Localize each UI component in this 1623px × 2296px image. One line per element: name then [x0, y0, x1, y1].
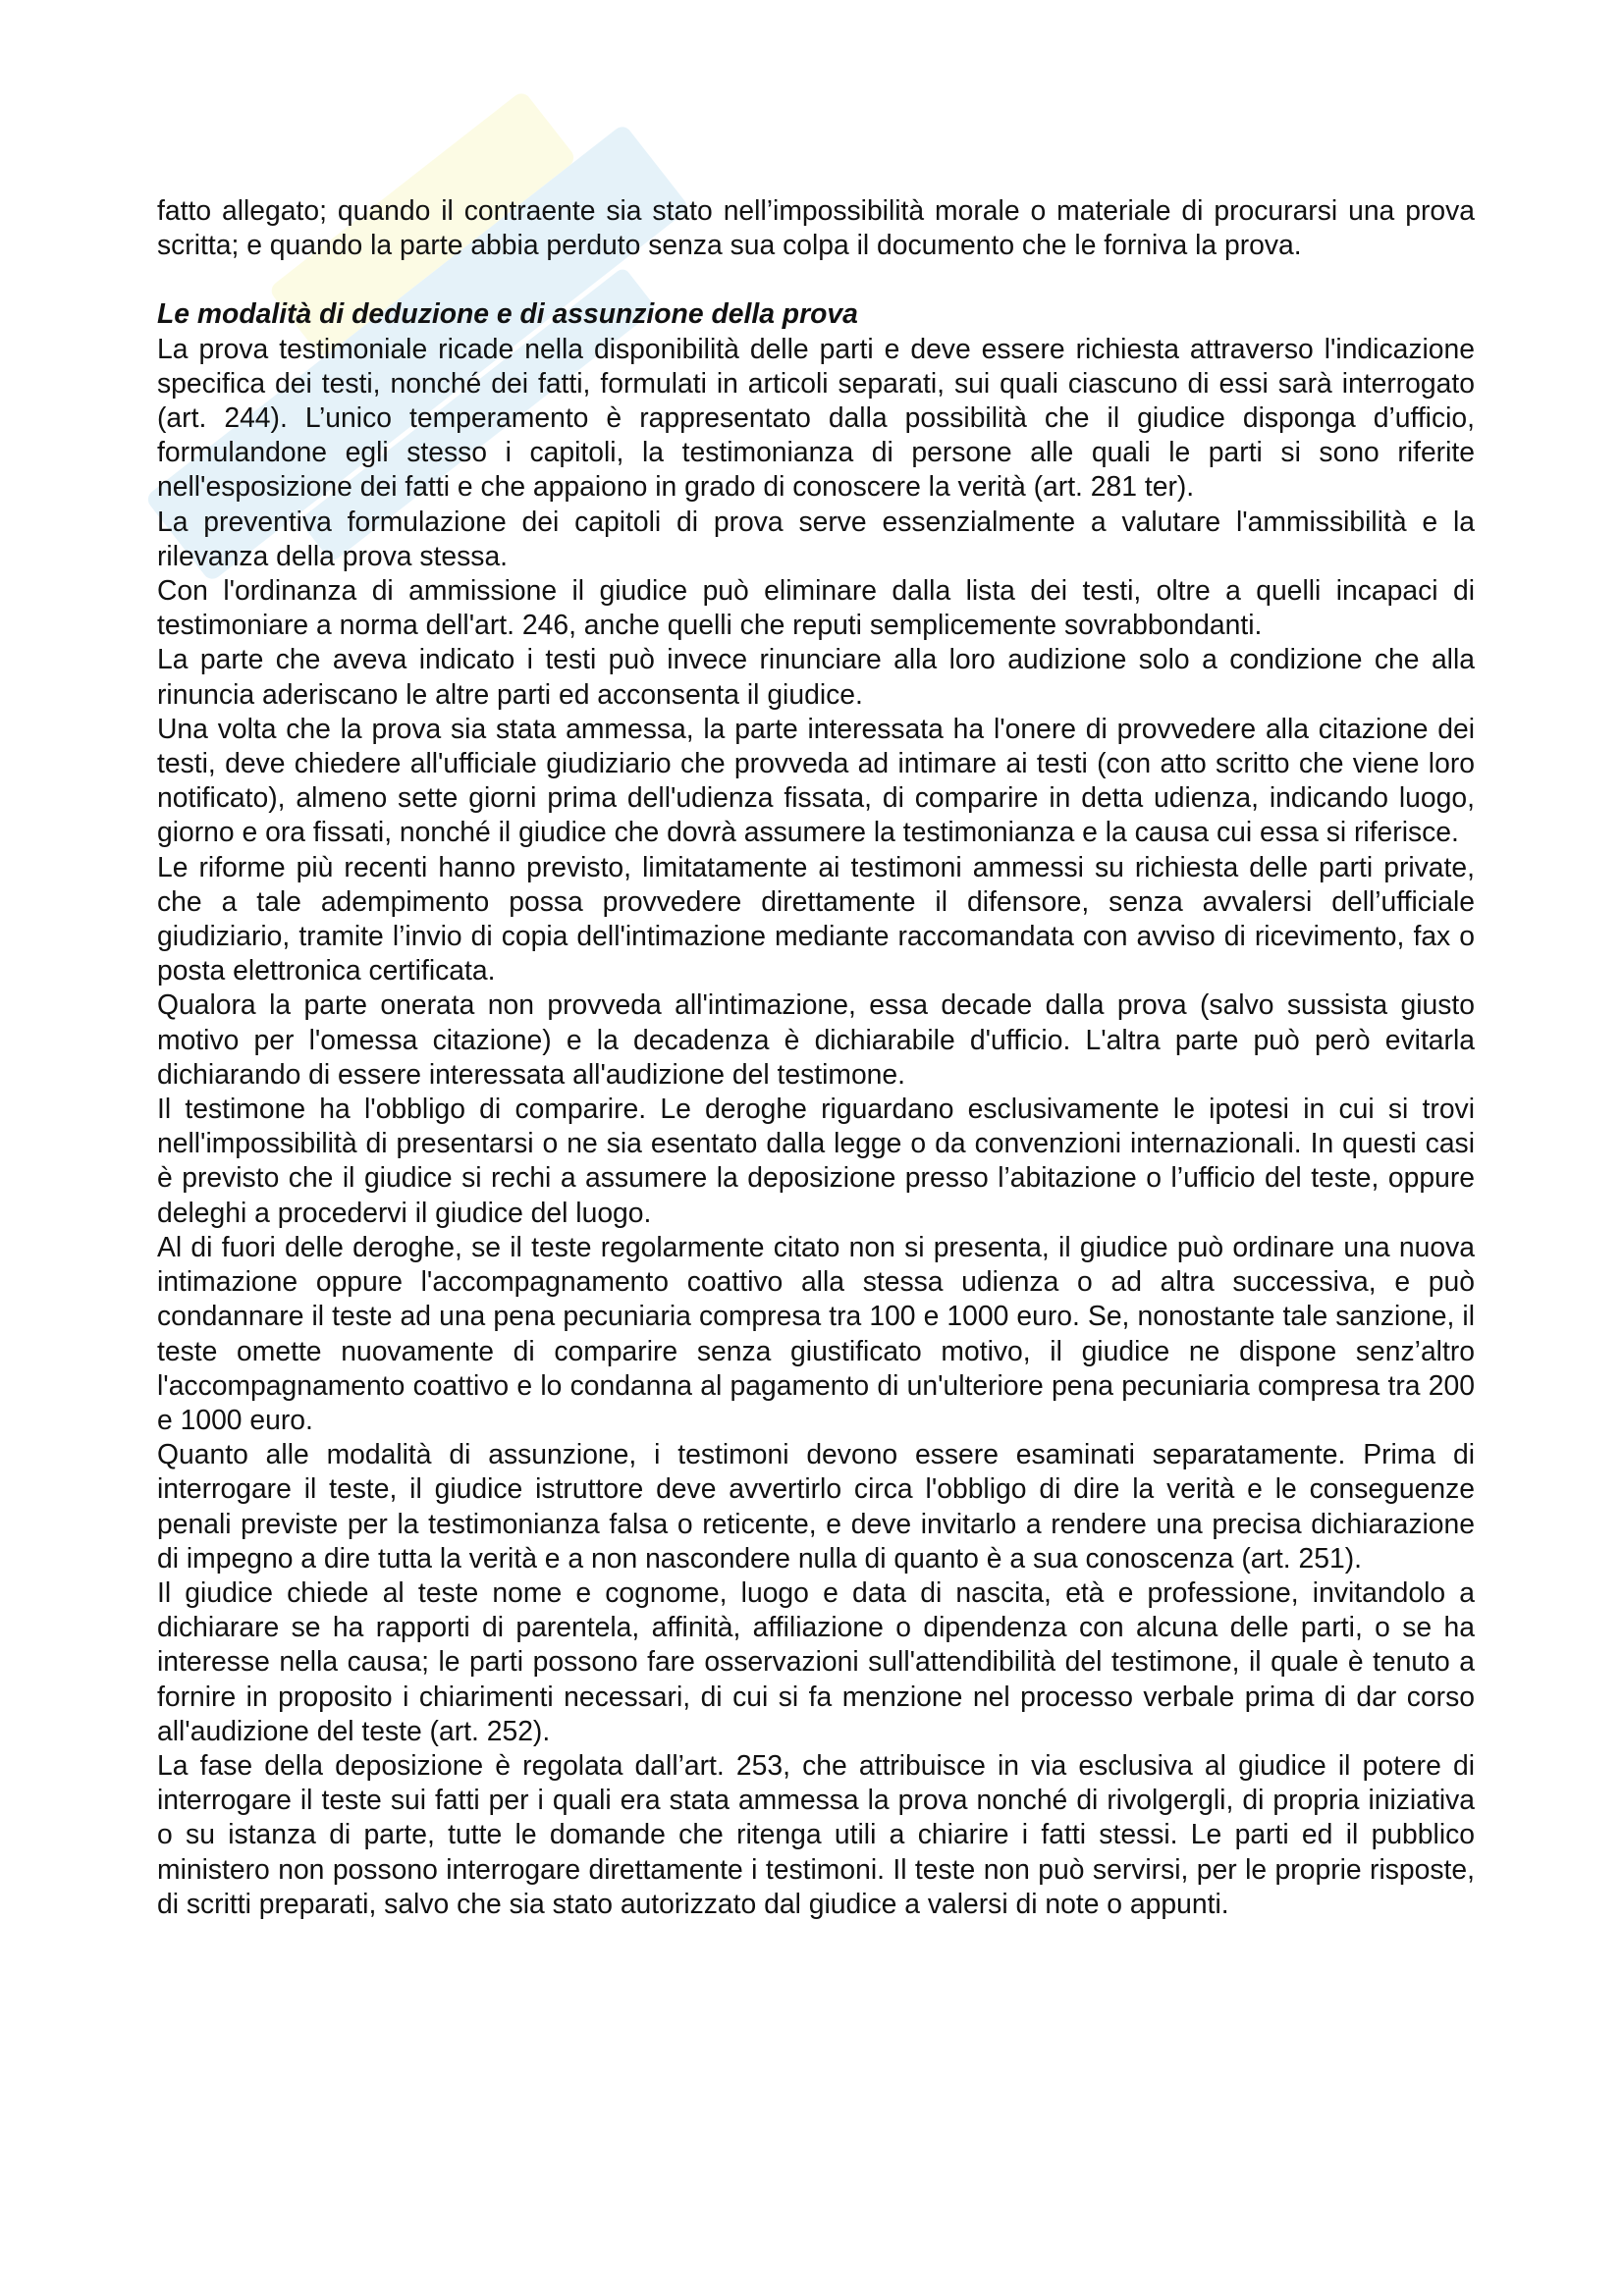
body-paragraph: Le riforme più recenti hanno previsto, limitatamente ai testimoni ammessi su richiesta delle parti private, che a tale adempimento possa provvedere direttamente il difensore, senza avvalersi dell’ufficiale giudiziario, tramite l’invio di copia dell'intimazione mediante raccomandata con avviso di ricevimento, fax o posta elettronica certificata.: [157, 850, 1475, 987]
section-heading: Le modalità di deduzione e di assunzione della prova: [157, 297, 858, 330]
body-paragraph: La fase della deposizione è regolata dall’art. 253, che attribuisce in via esclusiva al giudice il potere di interrogare il teste sui fatti per i quali era stata ammessa la prova nonché di rivolgergli, di propria iniziativa o su istanza di parte, tutte le domande che ritenga utili a chiarire i fatti stessi. Le parti ed il pubblico ministero non possono interrogare direttamente i testimoni. Il teste non può servirsi, per le proprie risposte, di scritti preparati, salvo che sia stato autorizzato dal giudice a valersi di note o appunti.: [157, 1748, 1475, 1919]
body-paragraph: La parte che aveva indicato i testi può invece rinunciare alla loro audizione solo a condizione che alla rinuncia aderiscano le altre parti ed acconsenta il giudice.: [157, 643, 1475, 710]
intro-paragraph: fatto allegato; quando il contraente sia stato nell’impossibilità morale o materiale di procurarsi una prova scritta; e quando la parte abbia perduto senza sua colpa il documento che le forniva la prova.: [157, 194, 1475, 261]
body-paragraph: Il giudice chiede al teste nome e cognome, luogo e data di nascita, età e professione, invitandolo a dichiarare se ha rapporti di parentela, affinità, affiliazione o dipendenza con alcuna delle parti, o se ha interesse nella causa; le parti possono fare osservazioni sull'attendibilità del testimone, il quale è tenuto a fornire in proposito i chiarimenti necessari, di cui si fa menzione nel processo verbale prima di dar corso all'audizione del teste (art. 252).: [157, 1575, 1475, 1746]
body-paragraph: Al di fuori delle deroghe, se il teste regolarmente citato non si presenta, il giudice può ordinare una nuova intimazione oppure l'accompagnamento coattivo alla stessa udienza o ad altra successiva, e può condannare il teste ad una pena pecuniaria compresa tra 100 e 1000 euro. Se, nonostante tale sanzione, il teste omette nuovamente di comparire senza giustificato motivo, il giudice ne dispone senz’altro l'accompagnamento coattivo e lo condanna al pagamento di un'ulteriore pena pecuniaria compresa tra 200 e 1000 euro.: [157, 1230, 1475, 1435]
body-paragraph: Il testimone ha l'obbligo di comparire. Le deroghe riguardano esclusivamente le ipotesi in cui si trovi nell'impossibilità di presentarsi o ne sia esentato dalla legge o da convenzioni internazionali. In questi casi è previsto che il giudice si rechi a assumere la deposizione presso l’abitazione o l’ufficio del teste, oppure deleghi a procedervi il giudice del luogo.: [157, 1093, 1475, 1228]
body-paragraph: Qualora la parte onerata non provveda all'intimazione, essa decade dalla prova (salvo sussista giusto motivo per l'omessa citazione) e la decadenza è dichiarabile d'ufficio. L'altra parte può però evitarla dichiarando di essere interessata all'audizione del testimone.: [157, 988, 1475, 1090]
body-paragraph: La preventiva formulazione dei capitoli di prova serve essenzialmente a valutare l'ammissibilità e la rilevanza della prova stessa.: [157, 505, 1475, 571]
body-paragraph: Quanto alle modalità di assunzione, i testimoni devono essere esaminati separatamente. Prima di interrogare il teste, il giudice istruttore deve avvertirlo circa l'obbligo di dire la verità e le conseguenze penali previste per la testimonianza falsa o reticente, e deve invitarlo a rendere una precisa dichiarazione di impegno a dire tutta la verità e a non nascondere nulla di quanto è a sua conoscenza (art. 251).: [157, 1438, 1475, 1574]
paragraph-spacer: [157, 262, 1475, 296]
body-paragraph: Con l'ordinanza di ammissione il giudice può eliminare dalla lista dei testi, oltre a quelli incapaci di testimoniare a norma dell'art. 246, anche quelli che reputi semplicemente sovrabbondanti.: [157, 574, 1475, 641]
body-paragraph: La prova testimoniale ricade nella disponibilità delle parti e deve essere richiesta attraverso l'indicazione specifica dei testi, nonché dei fatti, formulati in articoli separati, sui quali ciascuno di essi sarà interrogato (art. 244). L’unico temperamento è rappresentato dalla possibilità che il giudice disponga d’ufficio, formulandone egli stesso i capitoli, la testimonianza di persone alle quali le parti si sono riferite nell'esposizione dei fatti e che appaiono in grado di conoscere la verità (art. 281 ter).: [157, 332, 1475, 503]
body-paragraph: Una volta che la prova sia stata ammessa, la parte interessata ha l'onere di provvedere alla citazione dei testi, deve chiedere all'ufficiale giudiziario che provveda ad intimare ai testi (con atto scritto che viene loro notificato), almeno sette giorni prima dell'udienza fissata, di comparire in detta udienza, indicando luogo, giorno e ora fissati, nonché il giudice che dovrà assumere la testimonianza e la causa cui essa si riferisce.: [157, 712, 1475, 848]
document-page: [157, 193, 1475, 1921]
